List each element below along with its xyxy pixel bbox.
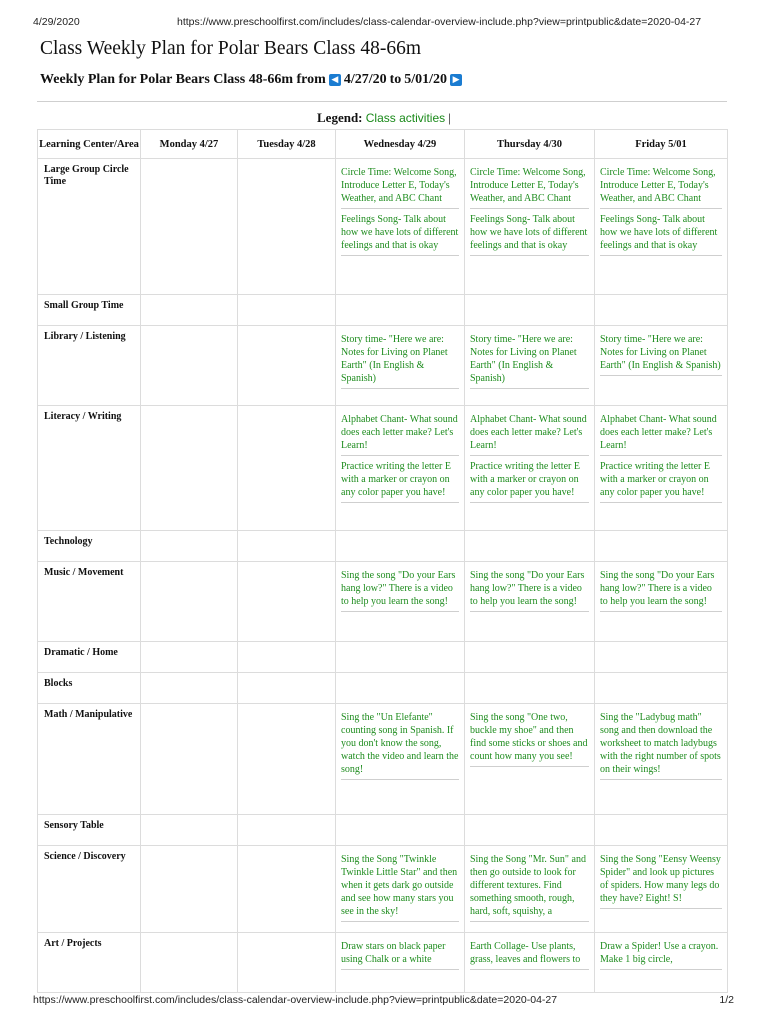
learning-area-label: Sensory Table <box>38 815 141 846</box>
class-activity-link[interactable]: Sing the song "Do your Ears hang low?" There is a video to help you learn the song! <box>470 569 589 612</box>
subtitle-prefix: Weekly Plan for Polar Bears Class 48-66m from <box>40 72 326 87</box>
column-header: Friday 5/01 <box>595 130 728 159</box>
weekly-plan-table <box>37 129 728 993</box>
print-date: 4/29/2020 <box>33 16 80 28</box>
class-activity-link[interactable]: Sing the Song "Eensy Weensy Spider" and look up pictures of spiders. How many legs do they have? Eight! S! <box>600 853 722 909</box>
legend-class-activities[interactable]: Class activities <box>365 111 446 125</box>
day-cell <box>595 159 728 295</box>
class-activity-link[interactable]: Practice writing the letter E with a marker or crayon on any color paper you have! <box>600 460 722 503</box>
day-cell <box>141 326 238 406</box>
print-url: https://www.preschoolfirst.com/includes/class-calendar-overview-include.php?view=printpublic&date=2020-04-27 <box>177 16 702 28</box>
day-cell <box>238 159 336 295</box>
day-cell <box>465 673 595 704</box>
class-activity-link[interactable]: Circle Time: Welcome Song, Introduce Letter E, Today's Weather, and ABC Chant <box>600 166 722 209</box>
legend-label: Legend: <box>317 110 363 125</box>
column-header: Learning Center/Area <box>38 130 141 159</box>
day-cell <box>238 406 336 531</box>
learning-area-label: Art / Projects <box>38 933 141 993</box>
learning-area-label: Large Group Circle Time <box>38 159 141 295</box>
class-activity-link[interactable]: Earth Collage- Use plants, grass, leaves and flowers to <box>470 940 589 970</box>
day-cell <box>336 673 465 704</box>
day-cell <box>336 642 465 673</box>
day-cell <box>238 815 336 846</box>
day-cell <box>465 562 595 642</box>
class-activity-link[interactable]: Circle Time: Welcome Song, Introduce Letter E, Today's Weather, and ABC Chant <box>470 166 589 209</box>
class-activity-link[interactable]: Sing the song "Do your Ears hang low?" There is a video to help you learn the song! <box>600 569 722 612</box>
class-activity-link[interactable]: Sing the song "Do your Ears hang low?" There is a video to help you learn the song! <box>341 569 459 612</box>
day-cell <box>465 642 595 673</box>
day-cell <box>465 704 595 815</box>
table-row <box>38 295 728 326</box>
column-header: Monday 4/27 <box>141 130 238 159</box>
column-header: Tuesday 4/28 <box>238 130 336 159</box>
class-activity-link[interactable]: Story time- "Here we are: Notes for Living on Planet Earth" (In English & Spanish) <box>341 333 459 389</box>
class-activity-link[interactable]: Draw stars on black paper using Chalk or a white <box>341 940 459 970</box>
day-cell <box>465 846 595 933</box>
class-activity-link[interactable]: Sing the Song "Mr. Sun" and then go outside to look for different textures. Find something smooth, rough, hard, soft, squishy, a <box>470 853 589 922</box>
footer-url: https://www.preschoolfirst.com/includes/class-calendar-overview-include.php?view=printpublic&date=2020-04-27 <box>33 994 558 1006</box>
day-cell <box>595 704 728 815</box>
day-cell <box>336 295 465 326</box>
table-row <box>38 531 728 562</box>
day-cell <box>336 815 465 846</box>
class-activity-link[interactable]: Story time- "Here we are: Notes for Living on Planet Earth" (In English & Spanish) <box>600 333 722 376</box>
class-activity-link[interactable]: Draw a Spider! Use a crayon. Make 1 big circle, <box>600 940 722 970</box>
day-cell <box>238 531 336 562</box>
learning-area-label: Music / Movement <box>38 562 141 642</box>
day-cell <box>336 326 465 406</box>
table-row <box>38 326 728 406</box>
day-cell <box>141 815 238 846</box>
learning-area-label: Dramatic / Home <box>38 642 141 673</box>
day-cell <box>465 159 595 295</box>
day-cell <box>336 531 465 562</box>
week-start-date: 4/27/20 <box>343 72 387 87</box>
day-cell <box>465 326 595 406</box>
learning-area-label: Technology <box>38 531 141 562</box>
day-cell <box>141 933 238 993</box>
print-header <box>0 0 768 28</box>
column-header: Wednesday 4/29 <box>336 130 465 159</box>
day-cell <box>141 846 238 933</box>
day-cell <box>336 846 465 933</box>
day-cell <box>238 642 336 673</box>
day-cell <box>465 295 595 326</box>
day-cell <box>238 295 336 326</box>
day-cell <box>465 406 595 531</box>
day-cell <box>595 815 728 846</box>
column-header: Thursday 4/30 <box>465 130 595 159</box>
day-cell <box>141 159 238 295</box>
day-cell <box>336 704 465 815</box>
day-cell <box>595 406 728 531</box>
day-cell <box>238 673 336 704</box>
class-activity-link[interactable]: Alphabet Chant- What sound does each letter make? Let's Learn! <box>600 413 722 456</box>
class-activity-link[interactable]: Feelings Song- Talk about how we have lots of different feelings and that is okay <box>600 213 722 256</box>
legend <box>0 110 768 126</box>
class-activity-link[interactable]: Sing the song "One two, buckle my shoe" and then find some sticks or shoes and count how many you see! <box>470 711 589 767</box>
class-activity-link[interactable]: Feelings Song- Talk about how we have lots of different feelings and that is okay <box>341 213 459 256</box>
day-cell <box>336 562 465 642</box>
day-cell <box>465 933 595 993</box>
table-row <box>38 933 728 993</box>
learning-area-label: Library / Listening <box>38 326 141 406</box>
table-row <box>38 846 728 933</box>
learning-area-label: Science / Discovery <box>38 846 141 933</box>
day-cell <box>595 933 728 993</box>
learning-area-label: Literacy / Writing <box>38 406 141 531</box>
class-activity-link[interactable]: Practice writing the letter E with a marker or crayon on any color paper you have! <box>341 460 459 503</box>
day-cell <box>336 933 465 993</box>
day-cell <box>141 531 238 562</box>
day-cell <box>595 295 728 326</box>
day-cell <box>141 642 238 673</box>
table-row <box>38 562 728 642</box>
day-cell <box>141 673 238 704</box>
class-activity-link[interactable]: Feelings Song- Talk about how we have lots of different feelings and that is okay <box>470 213 589 256</box>
day-cell <box>238 846 336 933</box>
day-cell <box>238 704 336 815</box>
class-activity-link[interactable]: Sing the "Un Elefante" counting song in Spanish. If you don't know the song, watch the video and learn the song! <box>341 711 459 780</box>
legend-separator: | <box>448 110 451 125</box>
learning-area-label: Blocks <box>38 673 141 704</box>
day-cell <box>336 159 465 295</box>
day-cell <box>595 642 728 673</box>
day-cell <box>465 815 595 846</box>
week-subtitle <box>40 72 462 88</box>
class-activity-link[interactable]: Sing the "Ladybug math" song and then download the worksheet to match ladybugs with the right number of spots on their wings! <box>600 711 722 780</box>
subtitle-to: to <box>389 72 402 87</box>
table-row <box>38 673 728 704</box>
table-row <box>38 159 728 295</box>
day-cell <box>465 531 595 562</box>
day-cell <box>238 933 336 993</box>
class-activity-link[interactable]: Story time- "Here we are: Notes for Living on Planet Earth" (In English & Spanish) <box>470 333 589 389</box>
class-activity-link[interactable]: Sing the Song "Twinkle Twinkle Little Star" and then when it gets dark go outside and see how many stars you see in the sky! <box>341 853 459 922</box>
learning-area-label: Math / Manipulative <box>38 704 141 815</box>
day-cell <box>595 562 728 642</box>
class-activity-link[interactable]: Circle Time: Welcome Song, Introduce Letter E, Today's Weather, and ABC Chant <box>341 166 459 209</box>
table-header-row <box>38 130 728 159</box>
day-cell <box>595 846 728 933</box>
day-cell <box>141 295 238 326</box>
week-end-date: 5/01/20 <box>404 72 448 87</box>
day-cell <box>141 406 238 531</box>
print-footer <box>0 990 768 1024</box>
class-activity-link[interactable]: Practice writing the letter E with a marker or crayon on any color paper you have! <box>470 460 589 503</box>
class-activity-link[interactable]: Alphabet Chant- What sound does each letter make? Let's Learn! <box>470 413 589 456</box>
chevron-left-icon[interactable]: ◀ <box>329 74 341 86</box>
table-row <box>38 406 728 531</box>
day-cell <box>595 673 728 704</box>
day-cell <box>595 531 728 562</box>
chevron-right-icon[interactable]: ▶ <box>450 74 462 86</box>
table-row <box>38 642 728 673</box>
day-cell <box>238 562 336 642</box>
day-cell <box>336 406 465 531</box>
day-cell <box>141 704 238 815</box>
table-row <box>38 815 728 846</box>
day-cell <box>238 326 336 406</box>
page-number: 1/2 <box>719 994 734 1006</box>
day-cell <box>595 326 728 406</box>
class-activity-link[interactable]: Alphabet Chant- What sound does each letter make? Let's Learn! <box>341 413 459 456</box>
table-row <box>38 704 728 815</box>
divider <box>37 101 727 102</box>
page-title: Class Weekly Plan for Polar Bears Class 48-66m <box>40 38 421 59</box>
day-cell <box>141 562 238 642</box>
learning-area-label: Small Group Time <box>38 295 141 326</box>
